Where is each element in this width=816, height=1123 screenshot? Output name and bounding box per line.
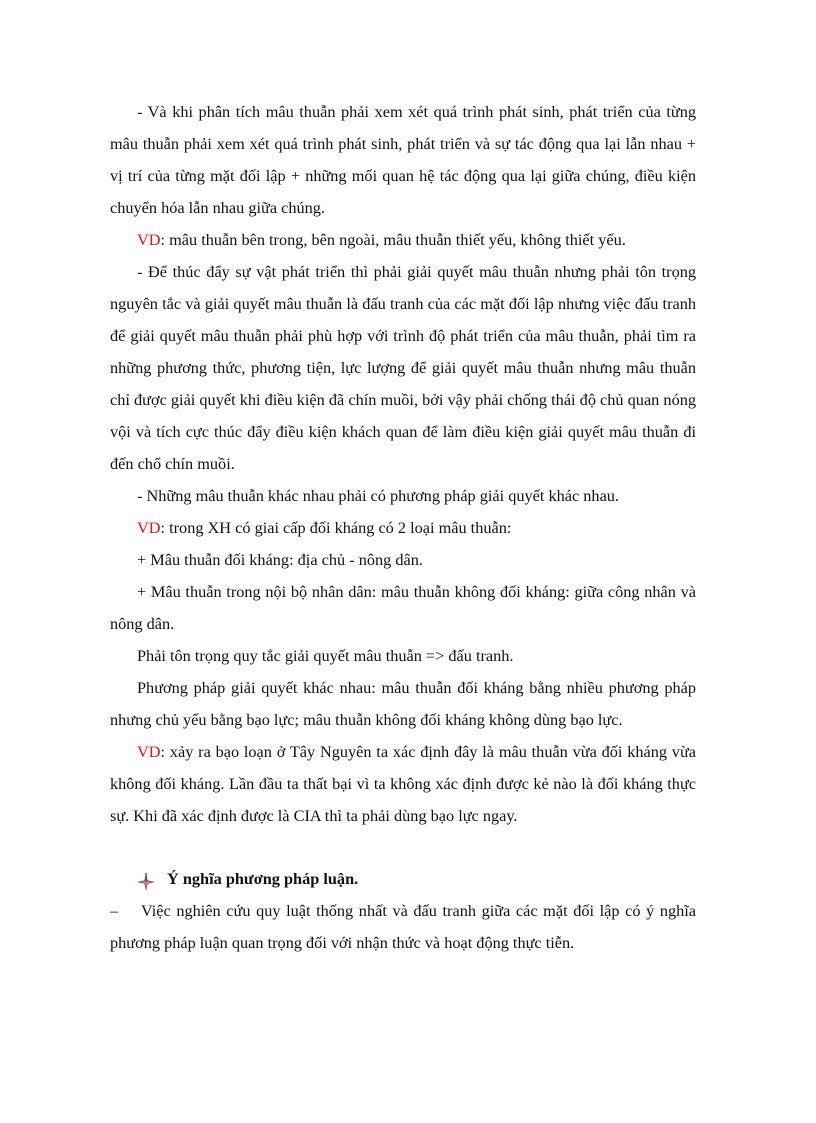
paragraph-different-methods: - Những mâu thuẫn khác nhau phải có phương pháp giải quyết khác nhau. xyxy=(137,486,620,505)
example-text: : trong XH có giai cấp đối kháng có 2 loại mâu thuẫn: xyxy=(160,518,512,537)
example-label: VD xyxy=(137,742,161,761)
paragraph-methods: Phương pháp giải quyết khác nhau: mâu thuẫn đối kháng bằng nhiều phương pháp nhưng chủ yếu bằng bạo lực; mâu thuẫn không đối kháng không dùng bạo lực. xyxy=(110,678,696,729)
paragraph-antagonistic: + Mâu thuẫn đối kháng: địa chủ - nông dân. xyxy=(137,550,423,569)
paragraph-non-antagonistic: + Mâu thuẫn trong nội bộ nhân dân: mâu thuẫn không đối kháng: giữa công nhân và nông dân. xyxy=(110,582,696,633)
section-heading xyxy=(110,863,696,895)
example-paragraph-3 xyxy=(110,736,696,832)
example-text: : mâu thuẫn bên trong, bên ngoài, mâu thuẫn thiết yếu, không thiết yếu. xyxy=(160,230,626,249)
example-label: VD xyxy=(137,230,161,249)
example-label: VD xyxy=(137,518,161,537)
example-paragraph-2 xyxy=(110,512,696,544)
four-point-star-bullet-icon xyxy=(137,870,155,888)
paragraph-resolution: - Để thúc đẩy sự vật phát triển thì phải giải quyết mâu thuẫn nhưng phải tôn trọng nguyên tắc và giải quyết mâu thuẫn là đấu tranh của các mặt đối lập nhưng việc đấu tranh để giải quyết mâu thuẫn phải phù hợp với trình độ phát triển của mâu thuẫn, phải tìm ra những phương thức, phương tiện, lực lượng để giải quyết mâu thuẫn nhưng mâu thuẫn chỉ được giải quyết khi điều kiện đã chín muồi, bởi vậy phải chống thái độ chủ quan nóng vội và tích cực thúc đẩy điều kiện khách quan để làm điều kiện giải quyết mâu thuẫn đi đến chổ chín muồi. xyxy=(110,262,696,473)
example-paragraph-1 xyxy=(110,224,696,256)
list-item xyxy=(110,895,696,959)
example-text: : xảy ra bạo loạn ở Tây Nguyên ta xác định đây là mâu thuẫn vừa đối kháng vừa không đối kháng. Lần đầu ta thất bại vì ta không xác định được kẻ nào là đối kháng thực sự. Khi đã xác định được là CIA thì ta phải dùng bạo lực ngay. xyxy=(110,742,696,825)
dash-bullet: – xyxy=(110,901,119,920)
paragraph-respect-rules: Phải tôn trọng quy tắc giải quyết mâu thuẫn => đấu tranh. xyxy=(137,646,514,665)
section-heading-text: Ý nghĩa phương pháp luận. xyxy=(167,869,359,888)
list-item-text: Việc nghiên cứu quy luật thống nhất và đấu tranh giữa các mặt đối lập có ý nghĩa phương pháp luận quan trọng đối với nhận thức và hoạt động thực tiễn. xyxy=(110,901,696,952)
spacer xyxy=(110,832,696,863)
paragraph-analysis: - Và khi phân tích mâu thuẫn phải xem xét quá trình phát sinh, phát triển của từng mâu thuẫn phải xem xét quá trình phát sinh, phát triển và sự tác động qua lại lẫn nhau + vị trí của từng mặt đối lập + những mối quan hệ tác động qua lại giữa chúng, điều kiện chuyển hóa lẫn nhau giữa chúng. xyxy=(110,102,696,217)
document-page xyxy=(110,96,696,959)
